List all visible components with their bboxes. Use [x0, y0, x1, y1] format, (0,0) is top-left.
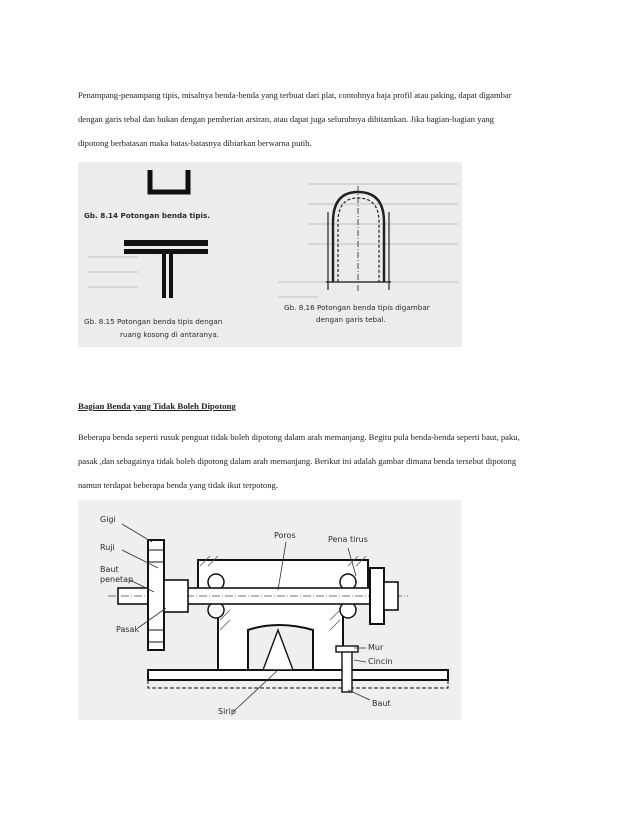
dome-section-drawing [326, 186, 391, 292]
label-baut-penetap: penetap [100, 575, 134, 584]
paragraph-line: Penampang-penampang tipis, misalnya benda-benda yang terbuat dari plat, contohnya baja profil atau paking, dapat digambar [78, 90, 512, 100]
paragraph-line: dengan garis tebal dan bukan dengan pemberian arsiran, atau dapat juga seluruhnya dihitamkan. Jika bagian-bagian yang [78, 114, 494, 124]
assembly-drawing [108, 524, 448, 712]
section-heading: Bagian Benda yang Tidak Boleh Dipotong [78, 401, 236, 411]
figure-caption: Gb. 8.15 Potongan benda tipis dengan [84, 317, 223, 326]
label-baut: Baut [372, 699, 391, 708]
label-poros: Poros [274, 531, 296, 540]
label-mur: Mur [368, 643, 384, 652]
figure-caption: Gb. 8.14 Potongan benda tipis. [84, 211, 210, 220]
thin-section-figure [78, 162, 462, 347]
label-pasak: Pasak [116, 625, 140, 634]
figure-caption: dengan garis tebal. [316, 315, 386, 324]
figure-caption: Gb. 8.16 Potongan benda tipis digambar [284, 303, 430, 312]
t-section-drawing [124, 240, 208, 298]
label-gigi: Gigi [100, 515, 116, 524]
paragraph-line: dipotong berbatasan maka batas-batasnya dibiarkan berwarna putih. [78, 138, 312, 148]
assembly-section-figure [78, 500, 461, 720]
paragraph-line: Beberapa benda seperti rusuk penguat tidak boleh dipotong dalam arah memanjang. Begitu pula benda-benda seperti baut, paku, [78, 432, 520, 442]
paragraph-line: pasak ,dan sebagainya tidak boleh dipotong dalam arah memanjang. Berikut ini adalah gambar dimana benda tersebut dipotong [78, 456, 517, 466]
label-sirip: Sirip [218, 707, 236, 716]
paragraph-line: namun terdapat beberapa benda yang tidak ikut terpotong. [78, 480, 278, 490]
figure-caption: ruang kosong di antaranya. [120, 330, 220, 339]
label-pena-tirus: Pena tirus [328, 535, 368, 544]
label-baut-penetap: Baut [100, 565, 119, 574]
label-cincin: Cincin [368, 657, 393, 666]
label-ruji: Ruji [100, 543, 115, 552]
